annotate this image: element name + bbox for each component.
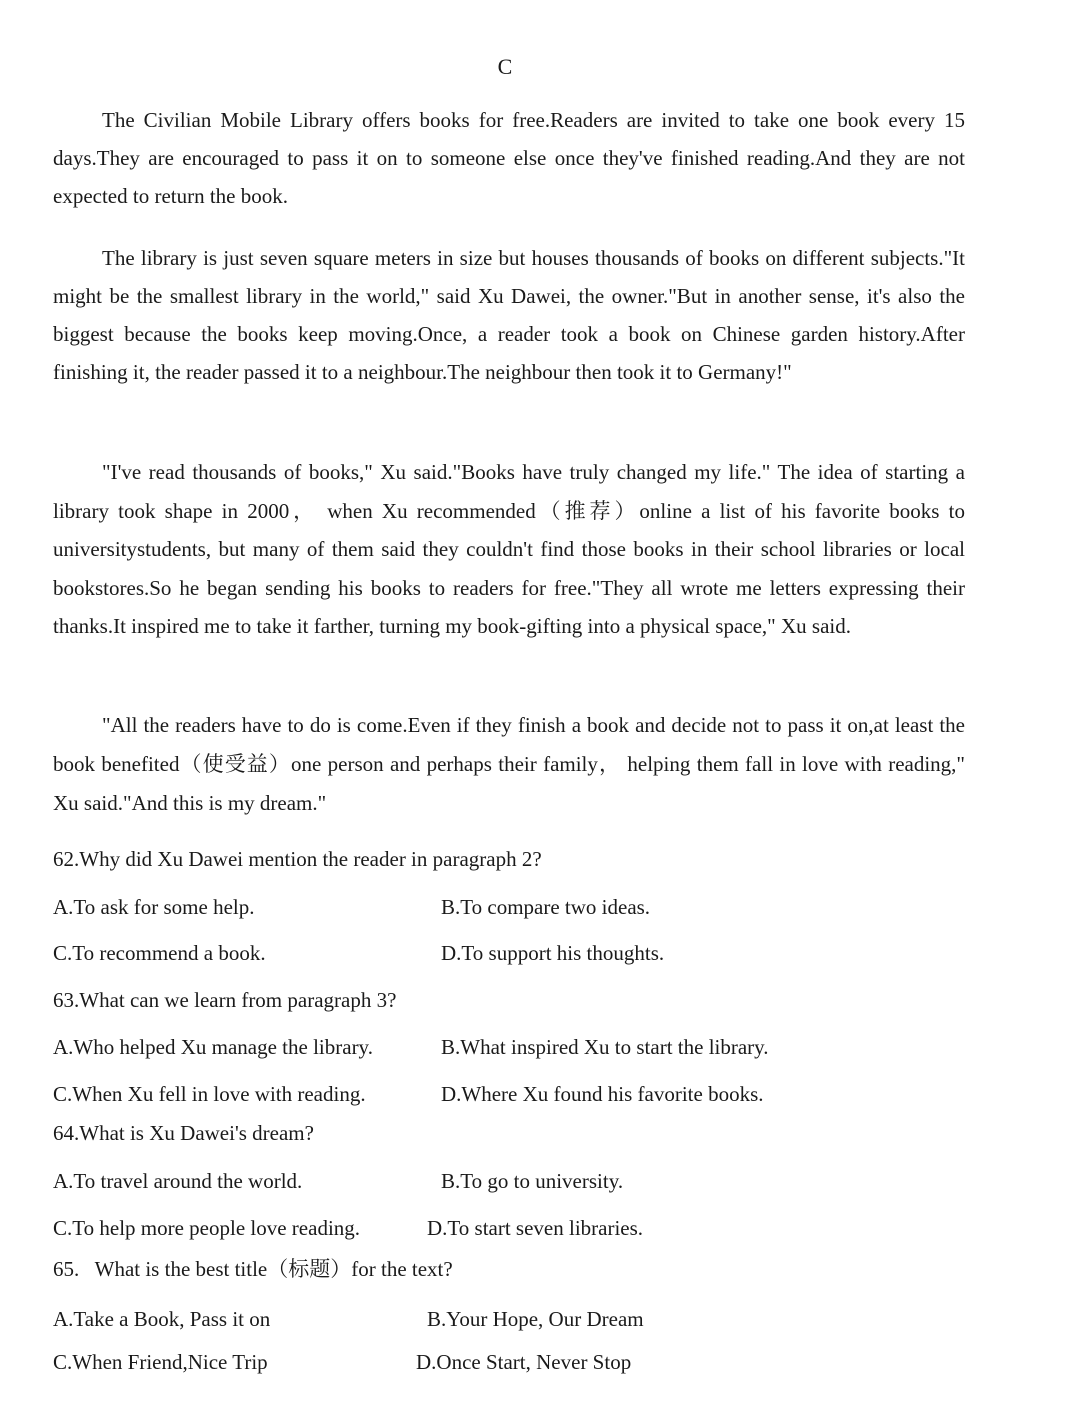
question-62-stem: 62.Why did Xu Dawei mention the reader in paragraph 2? <box>53 847 542 871</box>
question-65-option-b: B.Your Hope, Our Dream <box>427 1307 644 1331</box>
question-63-stem: 63.What can we learn from paragraph 3? <box>53 988 397 1012</box>
question-65-option-a: A.Take a Book, Pass it on <box>53 1307 271 1331</box>
question-64-option-c: C.To help more people love reading. <box>53 1216 361 1240</box>
question-64-option-a: A.To travel around the world. <box>53 1169 303 1193</box>
passage-paragraph-2: The library is just seven square meters in size but houses thousands of books on different subjects."It might be the smallest library in the world," said Xu Dawei, the owner."But in another sense, it's also the biggest because the books keep moving.Once, a reader took a book on Chinese garden history.After finishing it, the reader passed it to a neighbour.The neighbour then took it to Germany!" <box>53 246 965 384</box>
question-64-option-d: D.To start seven libraries. <box>427 1216 644 1240</box>
question-63-option-c: C.When Xu fell in love with reading. <box>53 1082 366 1106</box>
question-62-option-d: D.To support his thoughts. <box>441 941 665 965</box>
question-63-option-d: D.Where Xu found his favorite books. <box>441 1082 764 1106</box>
question-63-option-a: A.Who helped Xu manage the library. <box>53 1035 373 1059</box>
question-65-option-c: C.When Friend,Nice Trip <box>53 1350 268 1374</box>
passage-paragraph-4: "All the readers have to do is come.Even if they finish a book and decide not to pass it on,at least the book benefited（使受益）one person and perhaps their family， helping them fall in love with reading," Xu said."And this is my dream." <box>53 713 965 815</box>
section-label: C <box>497 54 513 79</box>
question-62-option-c: C.To recommend a book. <box>53 941 266 965</box>
passage-paragraph-1: The Civilian Mobile Library offers books for free.Readers are invited to take one book every 15 days.They are encouraged to pass it on to someone else once they've finished reading.And they are not expected to return the book. <box>53 108 965 208</box>
question-62-option-a: A.To ask for some help. <box>53 895 255 919</box>
question-65-option-d: D.Once Start, Never Stop <box>416 1350 632 1374</box>
passage-paragraph-3: "I've read thousands of books," Xu said."Books have truly changed my life." The idea of starting a library took shape in 2000， when Xu recommended（推荐）online a list of his favorite books to universitystudents, but many of them said they couldn't find those books in their school libraries or local bookstores.So he began sending his books to readers for free."They all wrote me letters expressing their thanks.It inspired me to take it farther, turning my book-gifting into a physical space," Xu said. <box>53 460 965 638</box>
question-64-stem: 64.What is Xu Dawei's dream? <box>53 1121 314 1145</box>
question-64-option-b: B.To go to university. <box>441 1169 624 1193</box>
question-63-option-b: B.What inspired Xu to start the library. <box>441 1035 769 1059</box>
question-62-option-b: B.To compare two ideas. <box>441 895 651 919</box>
question-65-stem: 65. What is the best title（标题）for the text? <box>53 1257 453 1281</box>
